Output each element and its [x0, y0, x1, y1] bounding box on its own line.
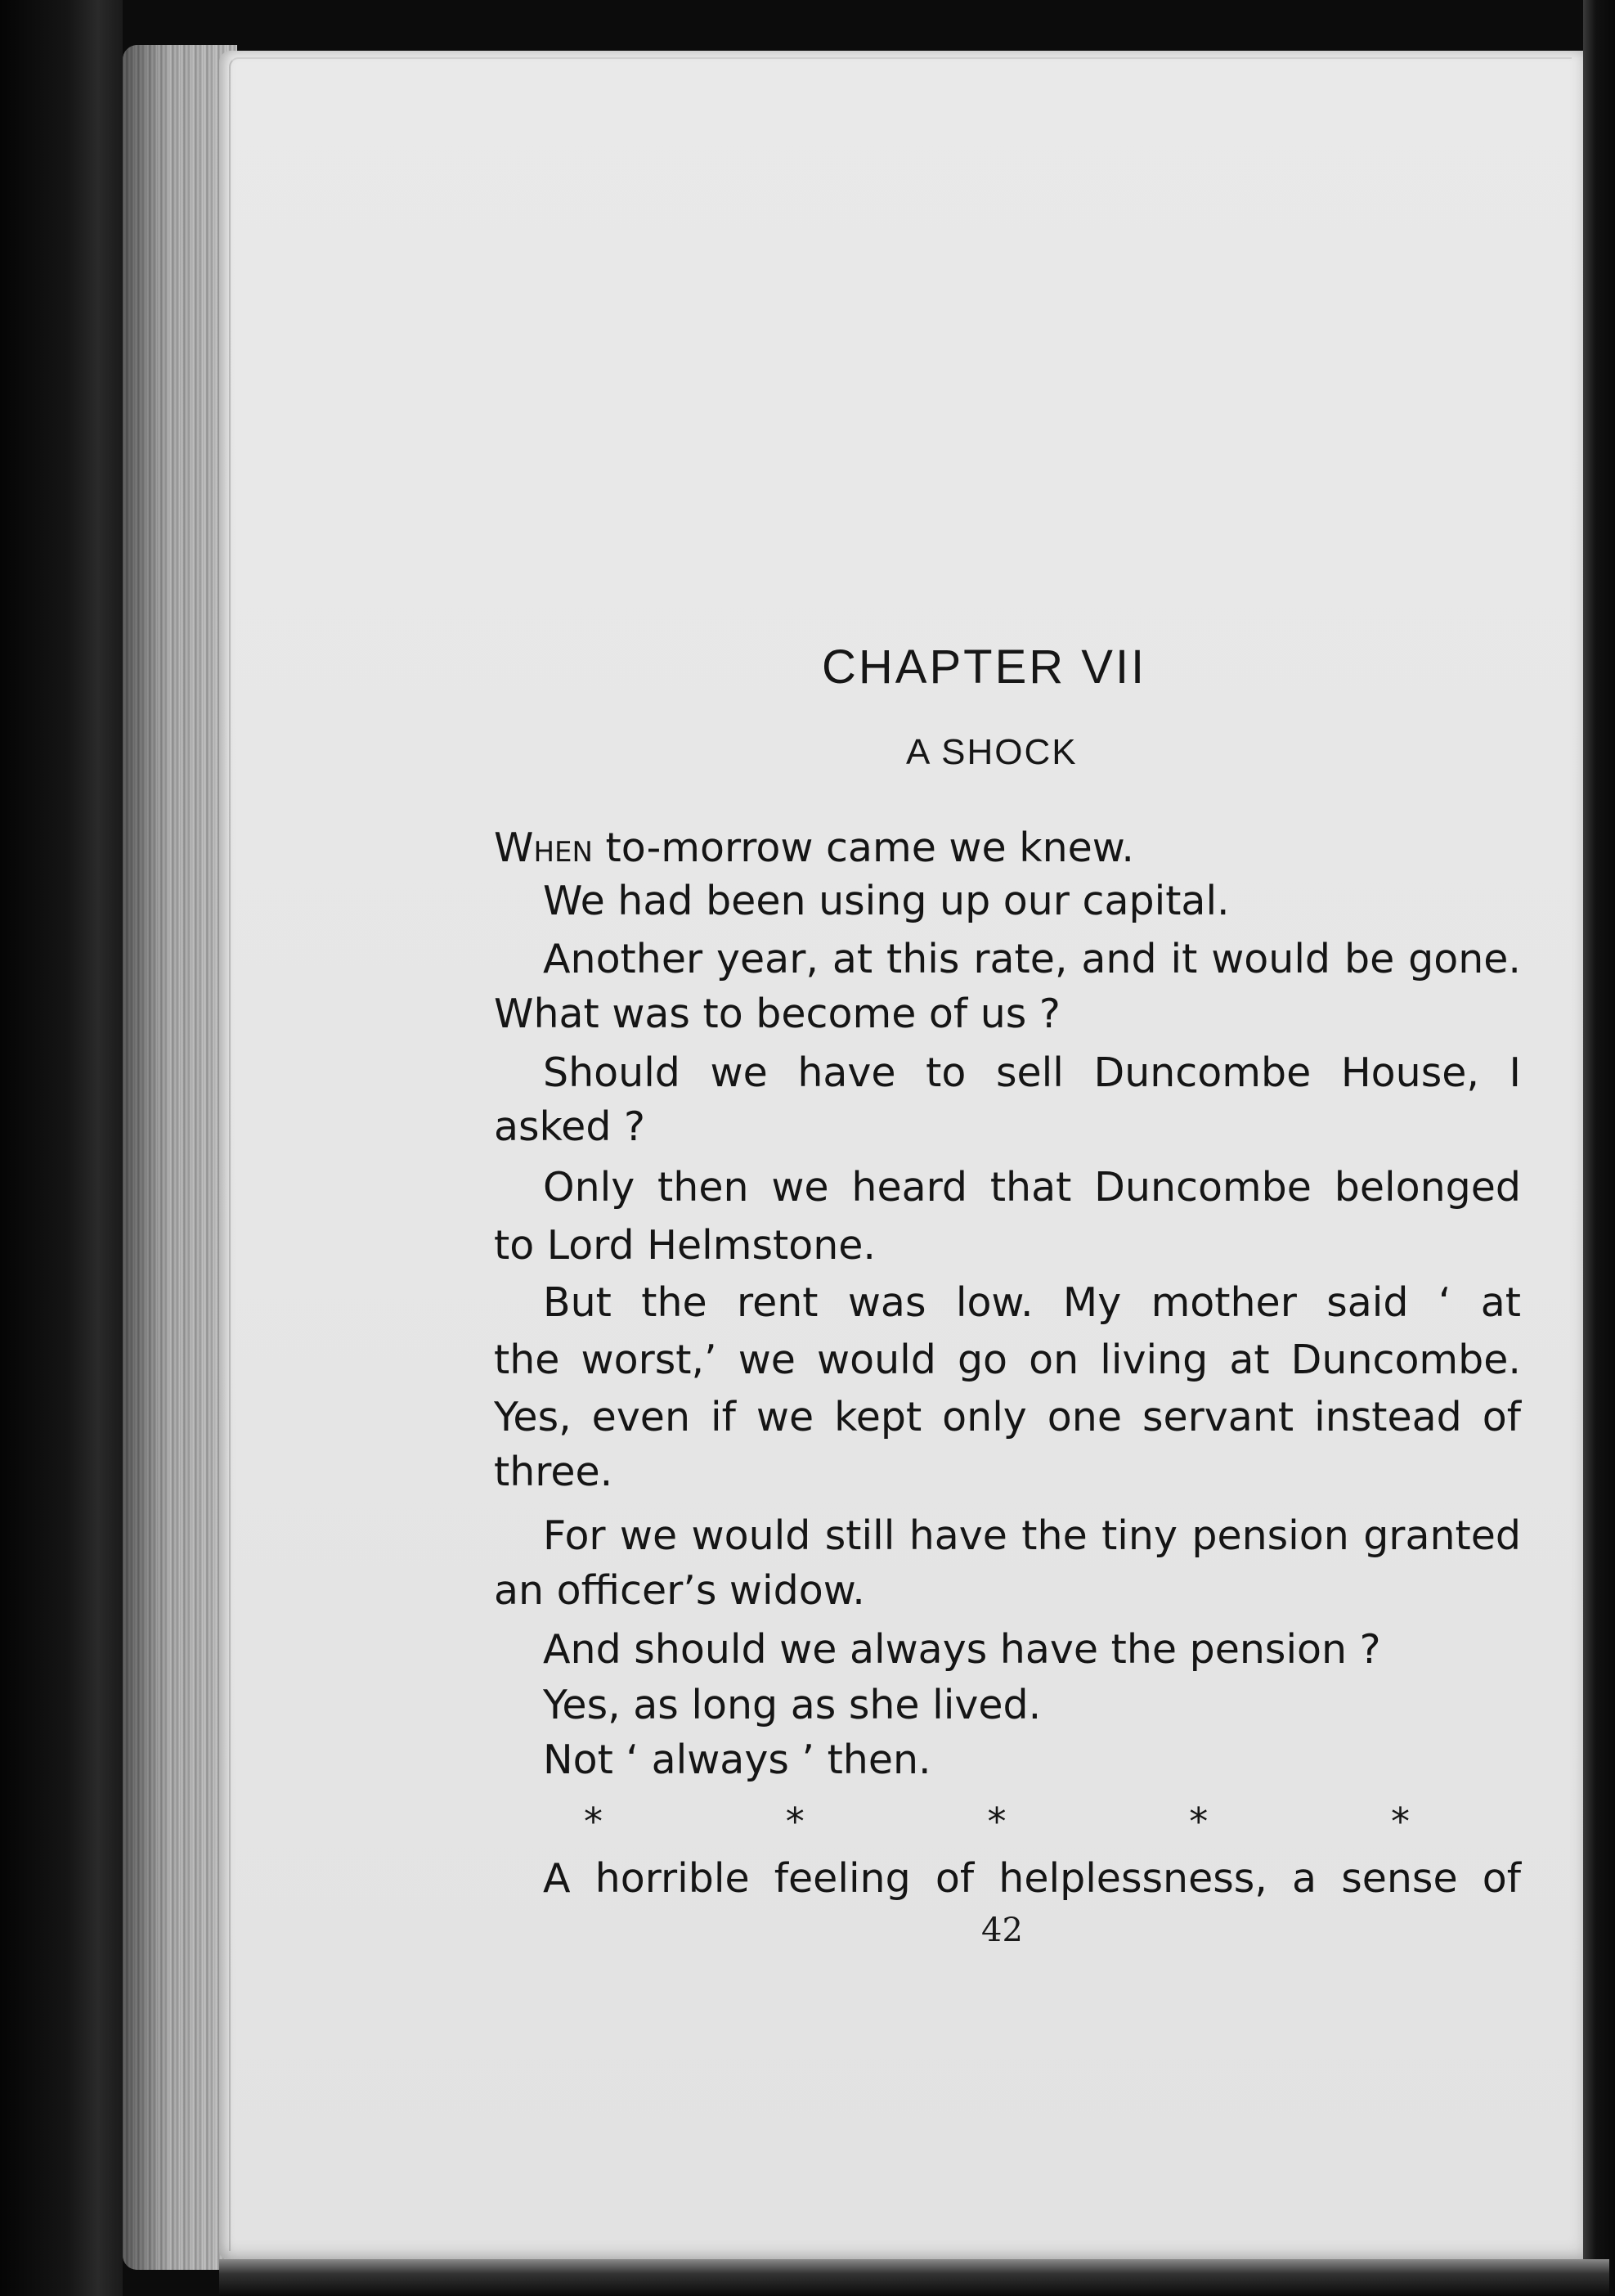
page-border — [229, 57, 1572, 2251]
right-edge — [1583, 0, 1615, 2296]
text-line: asked ? — [494, 1103, 646, 1150]
text-line: A horrible feeling of helplessness, a sense of — [543, 1855, 1521, 1902]
chapter-heading: CHAPTER VII — [822, 640, 1147, 694]
text-line: Should we have to sell Duncombe House, I — [543, 1049, 1521, 1096]
chapter-title: A SHOCK — [906, 732, 1078, 772]
asterisk: * — [584, 1800, 603, 1844]
text-line: And should we always have the pension ? — [543, 1626, 1381, 1673]
text-line: For we would still have the tiny pension granted — [543, 1512, 1521, 1559]
text-line: an officer’s widow. — [494, 1567, 865, 1614]
book-binding — [0, 0, 123, 2296]
drop-word: When — [494, 824, 593, 871]
text-line: Only then we heard that Duncombe belonged — [543, 1164, 1521, 1211]
text-line: to Lord Helmstone. — [494, 1222, 876, 1269]
text-line: three. — [494, 1449, 613, 1495]
asterisk: * — [785, 1800, 805, 1844]
text-line — [494, 824, 1521, 873]
asterisk: * — [1391, 1800, 1410, 1844]
text-line: But the rent was low. My mother said ‘ at — [543, 1279, 1521, 1326]
section-separator — [584, 1800, 1410, 1849]
text-line: Another year, at this rate, and it would be gone. — [543, 936, 1521, 982]
text-line: Not ‘ always ’ then. — [543, 1737, 931, 1783]
page-number: 42 — [981, 1912, 1023, 1949]
text-line: Yes, even if we kept only one servant instead of — [494, 1394, 1521, 1440]
text-line: What was to become of us ? — [494, 991, 1061, 1037]
line-rest: to-morrow came we knew. — [592, 824, 1134, 871]
text-line: Yes, as long as she lived. — [543, 1682, 1042, 1728]
asterisk: * — [1189, 1800, 1209, 1844]
text-line: We had been using up our capital. — [543, 878, 1230, 924]
asterisk: * — [987, 1800, 1007, 1844]
text-line: the worst,’ we would go on living at Duncombe. — [494, 1337, 1521, 1383]
bottom-edge — [219, 2259, 1609, 2296]
